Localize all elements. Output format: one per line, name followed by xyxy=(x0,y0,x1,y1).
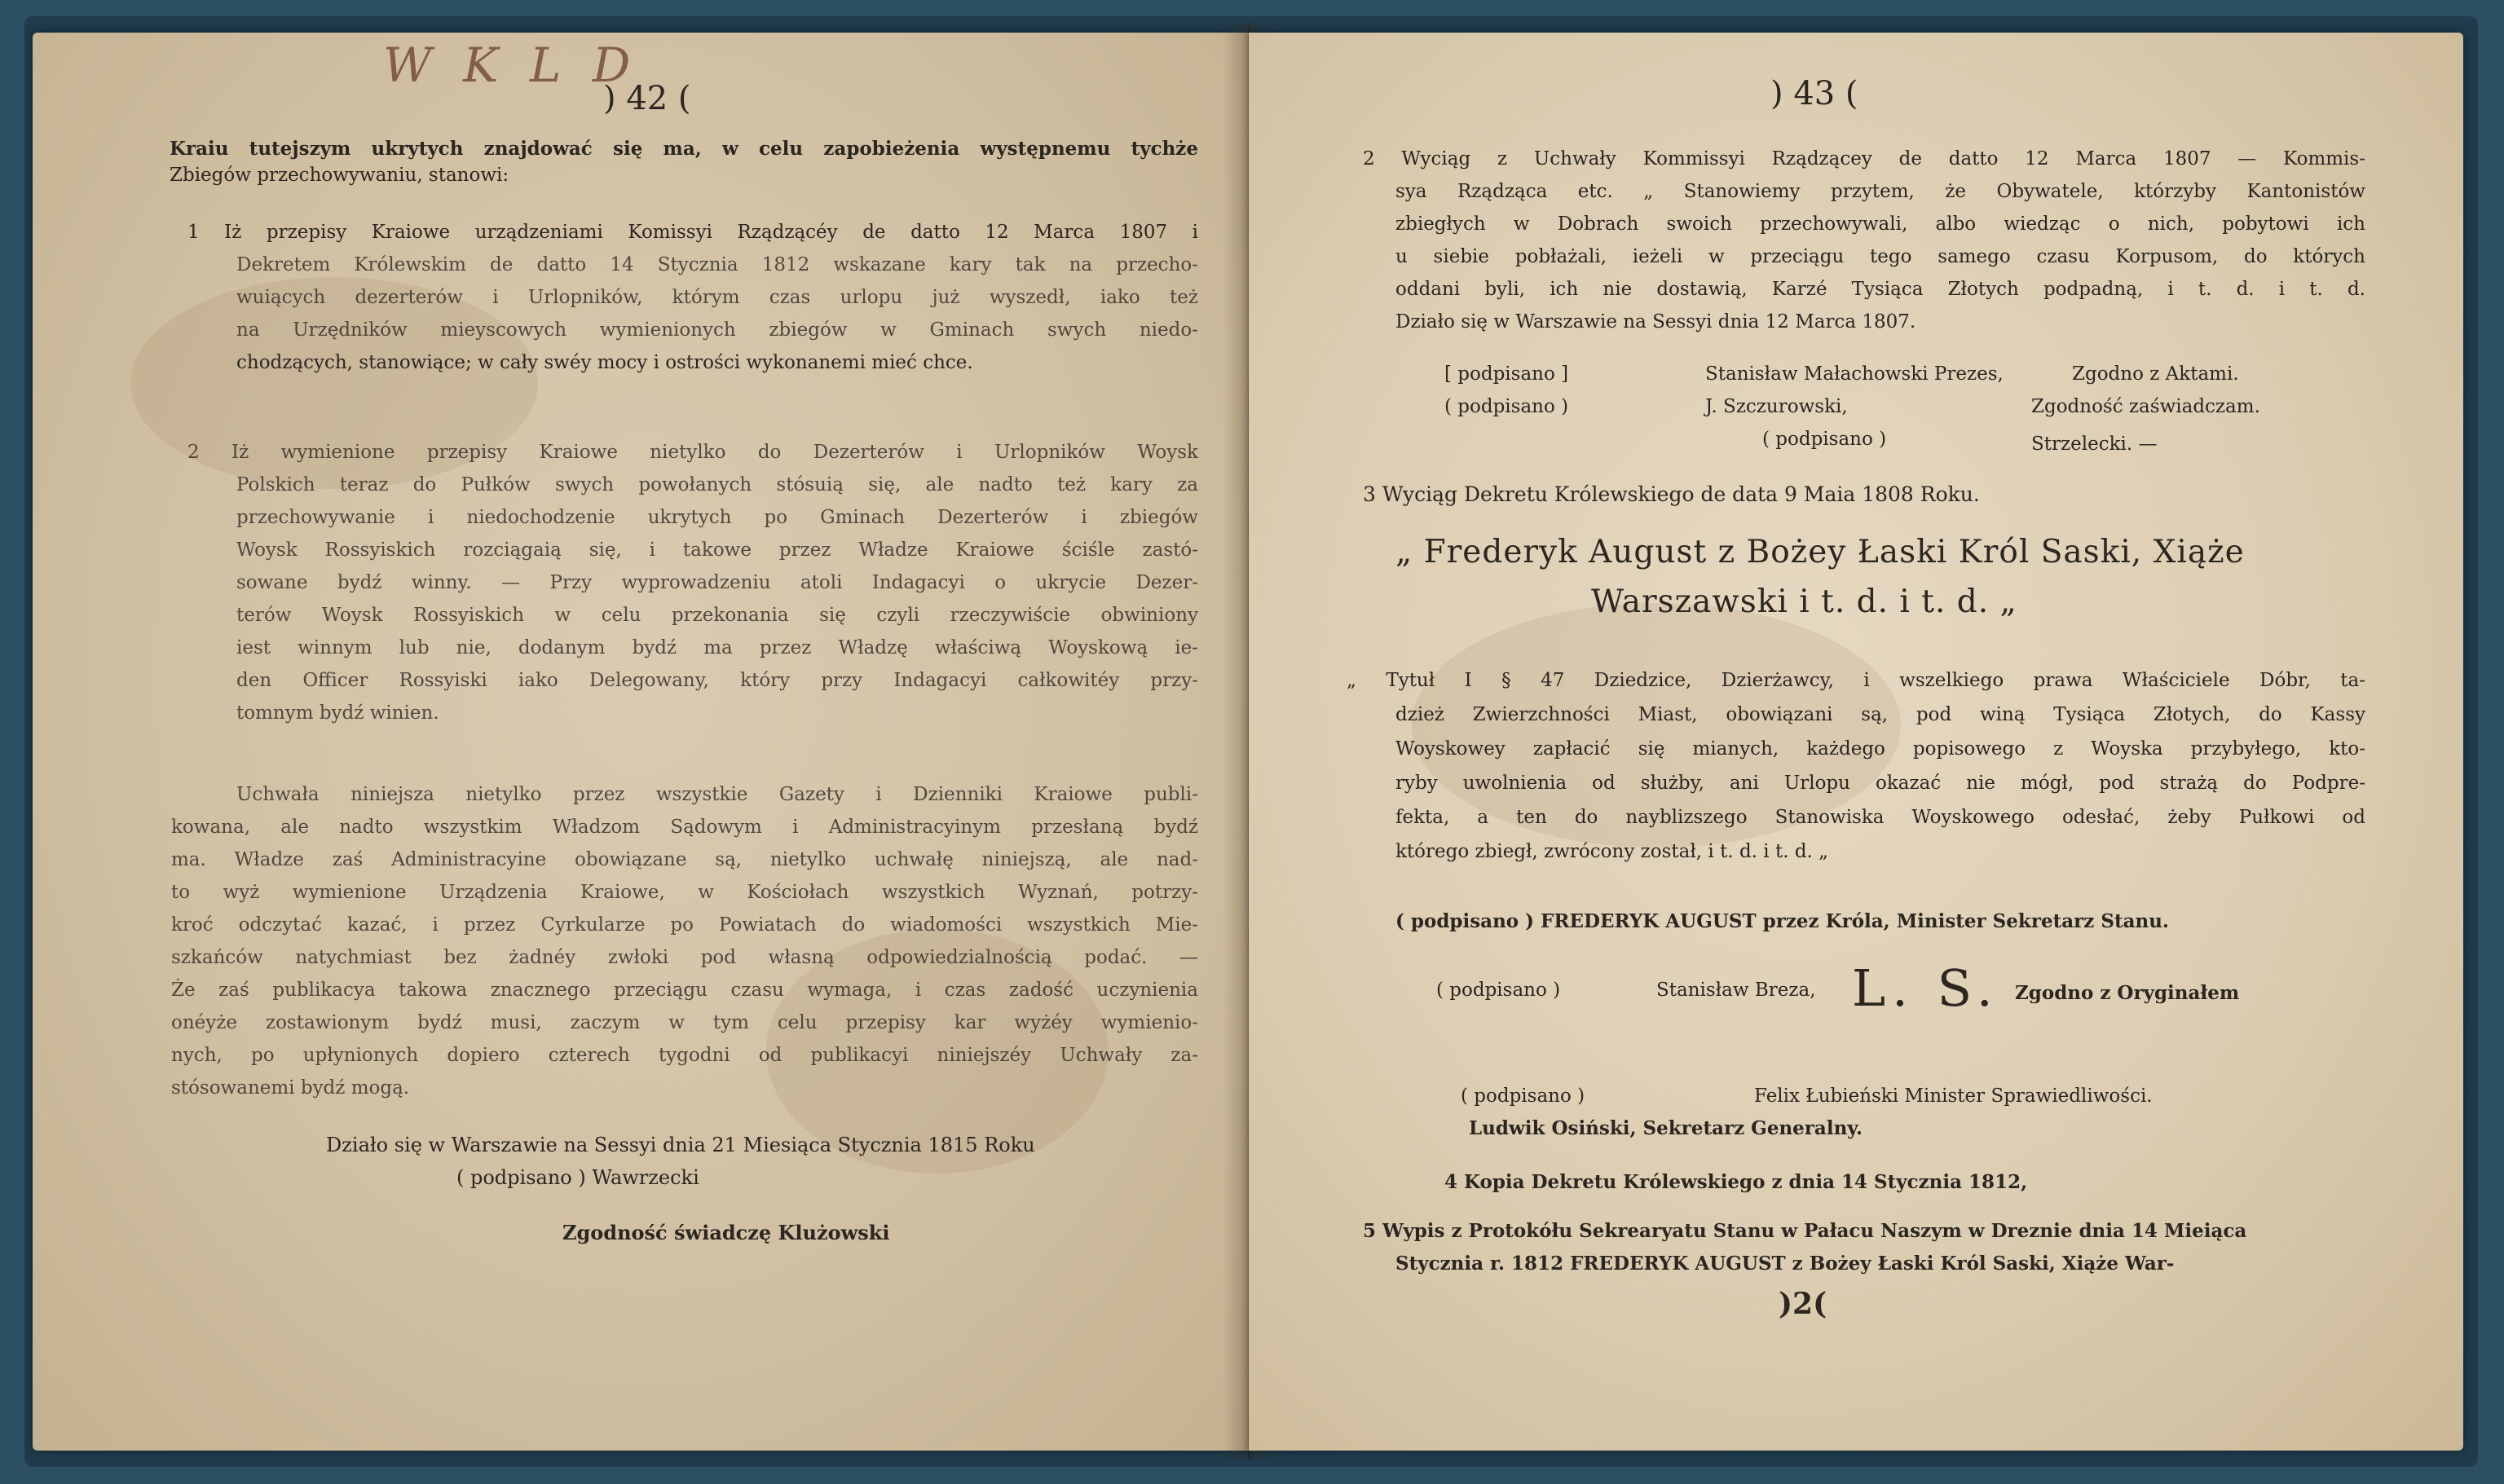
decree-line: ryby uwolnienia od służby, ani Urlopu okazać nie mógł, pod strażą do Podpre- xyxy=(1395,773,2365,794)
closing-line: onéyże zostawionym bydź musi, zaczym w tym celu przepisy kar wyżéy wymienio- xyxy=(171,1012,1198,1033)
item1-line: Dekretem Królewskim de datto 14 Stycznia 1812 wskazane kary tak na przecho- xyxy=(236,254,1198,275)
page-number: ) 42 ( xyxy=(603,80,691,117)
attestation-line: Zgodność świadczę Klużowski xyxy=(562,1221,890,1244)
intro-line: Zbiegów przechowywaniu, stanowi: xyxy=(170,165,509,186)
closing-line: ma. Władze zaś Administracyine obowiązane są, nietylko uchwałę niniejszą, ale nad- xyxy=(171,849,1198,870)
signature-name: Stanisław Breza, xyxy=(1656,980,1816,1001)
item2-line: 2 Iż wymienione przepisy Kraiowe nietylko do Dezerterów i Urlopników Woysk xyxy=(187,442,1198,463)
page-number: ) 43 ( xyxy=(1770,75,1858,112)
item4-line: 4 Kopia Dekretu Królewskiego z dnia 14 Stycznia 1812, xyxy=(1444,1171,2028,1193)
item2-line: den Officer Rossyiski iako Delegowany, który przy Indagacyi całkowitéy przy- xyxy=(236,670,1198,691)
item2-line: sowane bydź winny. — Przy wyprowadzeniu atoli Indagacyi o ukrycie Dezer- xyxy=(236,572,1198,593)
item2-line: Polskich teraz do Pułków swych powołanych stósuią się, ale nadto też kary za xyxy=(236,474,1198,495)
closing-line: nych, po upłynionych dopiero czterech tygodni od publikacyi niniejszéy Uchwały za- xyxy=(171,1045,1198,1066)
closing-line: to wyż wymienione Urządzenia Kraiowe, w Kościołach wszystkich Wyznań, potrzy- xyxy=(171,882,1198,903)
item2-line: 2 Wyciąg z Uchwały Kommissyi Rządzącey de datto 12 Marca 1807 — Kommis- xyxy=(1363,148,2365,170)
item1-line: wuiących dezerterów i Urlopników, którym czas urlopu już wyszedł, iako też xyxy=(236,287,1198,308)
item2-line: iest winnym lub nie, dodanym bydź ma przez Władzę właściwą Woyskową ie- xyxy=(236,637,1198,658)
dated-line: Działo się w Warszawie na Sessyi dnia 21 Miesiąca Stycznia 1815 Roku xyxy=(326,1134,1035,1156)
royal-title-line: Warszawski i t. d. i t. d. „ xyxy=(1591,583,2017,620)
item2-line: tomnym bydź winien. xyxy=(236,702,439,724)
signature-label: [ podpisano ] xyxy=(1444,363,1569,385)
signature-line: ( podpisano ) Wawrzecki xyxy=(456,1166,699,1189)
royal-title-line: „ Frederyk August z Bożey Łaski Król Saski, Xiąże xyxy=(1395,534,2245,570)
signature-label: ( podpisano ) xyxy=(1762,429,1887,450)
signature-label: ( podpisano ) xyxy=(1444,396,1569,417)
item2-line: zbiegłych w Dobrach swoich przechowywali, albo wiedząc o nich, pobytowi ich xyxy=(1395,214,2365,235)
item2-line: sya Rządząca etc. „ Stanowiemy przytem, że Obywatele, którzyby Kantonistów xyxy=(1395,181,2365,202)
signature-name: Felix Łubieński Minister Sprawiedliwości. xyxy=(1754,1085,2153,1107)
item1-line: 1 Iż przepisy Kraiowe urządzeniami Komissyi Rządzącéy de datto 12 Marca 1807 i xyxy=(187,222,1198,243)
signature-label: ( podpisano ) xyxy=(1461,1085,1585,1107)
decree-line: fekta, a ten do nayblizszego Stanowiska Woyskowego odesłać, żeby Pułkowi od xyxy=(1395,807,2365,828)
item2-line: u siebie pobłażali, ieżeli w przeciągu tego samego czasu Korpusom, do których xyxy=(1395,246,2365,267)
closing-line: Że zaś publikacya takowa znacznego przeciągu czasu wymaga, i czas zadość uczynienia xyxy=(171,980,1198,1001)
signature-attest: Zgodno z Oryginałem xyxy=(2015,982,2240,1004)
decree-line: dzież Zwierzchności Miast, obowiązani są, pod winą Tysiąca Złotych, do Kassy xyxy=(1395,704,2365,725)
item5-line: Stycznia r. 1812 FREDERYK AUGUST z Bożey Łaski Król Saski, Xiąże War- xyxy=(1395,1253,2175,1275)
signature-attest: Zgodność zaświadczam. xyxy=(2031,396,2260,417)
royal-signature: ( podpisano ) FREDERYK AUGUST przez Króla, Minister Sekretarz Stanu. xyxy=(1395,910,2169,932)
item2-line: Działo się w Warszawie na Sessyi dnia 12 Marca 1807. xyxy=(1395,311,1916,332)
item3-heading: 3 Wyciąg Dekretu Królewskiego de data 9 Maia 1808 Roku. xyxy=(1363,482,1980,506)
signature-attest: Zgodno z Aktami. xyxy=(2072,363,2239,385)
item1-line: chodzących, stanowiące; w cały swéy mocy i ostrości wykonanemi mieć chce. xyxy=(236,352,973,373)
right-page xyxy=(1249,33,2463,1451)
signature-name: J. Szczurowski, xyxy=(1705,396,1848,417)
decree-line: „ Tytuł I § 47 Dziedzice, Dzierżawcy, i wszelkiego prawa Właściciele Dóbr, ta- xyxy=(1347,670,2365,691)
item2-line: oddani byli, ich nie dostawią, Karzé Tysiąca Złotych podpadną, i t. d. i t. d. xyxy=(1395,279,2365,300)
closing-line: kroć odczytać kazać, i przez Cyrkularze po Powiatach do wiadomości wszystkich Mie- xyxy=(171,914,1198,936)
decree-line: Woyskowey zapłacić się mianych, każdego popisowego z Woyska przybyłego, kto- xyxy=(1395,738,2365,760)
signature-name: Stanisław Małachowski Prezes, xyxy=(1705,363,2004,385)
catchword: )2( xyxy=(1779,1287,1827,1321)
left-page xyxy=(33,33,1249,1451)
item5-line: 5 Wypis z Protokółu Sekrearyatu Stanu w Pałacu Naszym w Dreznie dnia 14 Mieiąca xyxy=(1363,1220,2247,1242)
signature-label: ( podpisano ) xyxy=(1436,980,1561,1001)
closing-line: kowana, ale nadto wszystkim Władzom Sądowym i Administracyinym przesłaną bydź xyxy=(171,817,1198,838)
closing-line: szkańców natychmiast bez żadnéy zwłoki pod własną odpowiedzialnością podać. — xyxy=(171,947,1198,968)
intro-line: Kraiu tutejszym ukrytych znajdować się ma, w celu zapobieżenia występnemu tychże xyxy=(170,138,1198,160)
item2-line: terów Woysk Rossyiskich w celu przekonania się czyli rzeczywiście obwiniony xyxy=(236,605,1198,626)
closing-line: stósowanemi bydź mogą. xyxy=(171,1077,410,1099)
decree-line: którego zbiegł, zwrócony został, i t. d. i t. d. „ xyxy=(1395,841,1829,862)
locus-sigilli: L. S. xyxy=(1852,958,1999,1018)
item2-line: Woysk Rossyiskich rozciągaią się, i takowe przez Władze Kraiowe ściśle zastó- xyxy=(236,539,1198,561)
signature-attest: Strzelecki. — xyxy=(2031,434,2158,455)
signature-name: Ludwik Osiński, Sekretarz Generalny. xyxy=(1469,1117,1863,1139)
handwritten-annotation: W K L D xyxy=(383,37,639,93)
item1-line: na Urzędników mieyscowych wymienionych zbiegów w Gminach swych niedo- xyxy=(236,319,1198,341)
item2-line: przechowywanie i niedochodzenie ukrytych po Gminach Dezerterów i zbiegów xyxy=(236,507,1198,528)
closing-line: Uchwała niniejsza nietylko przez wszystkie Gazety i Dzienniki Kraiowe publi- xyxy=(236,784,1198,805)
